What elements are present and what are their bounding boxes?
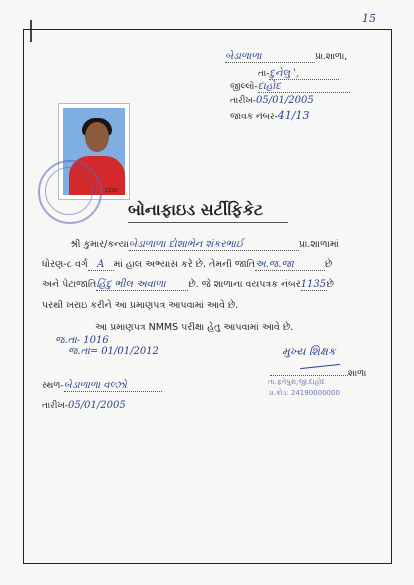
- place-value: બેડાળાળા વલ્ઝો: [64, 380, 162, 392]
- caste-value: અ.જ.જા: [255, 259, 325, 271]
- line2-prefix: ધોરણ-૮ વર્ગ: [42, 259, 88, 270]
- register-value: 1135: [300, 279, 327, 290]
- header-date-label: તારીખ-: [230, 96, 257, 106]
- note-reg-line: જ.તા- 1016: [55, 335, 109, 346]
- photo-tag: 1230: [105, 188, 118, 194]
- title-underline: [128, 222, 288, 223]
- line1-suffix: પ્રા.શાળામાં: [298, 239, 339, 250]
- header-date-value: 05/01/2005: [256, 95, 314, 106]
- line3-prefix: અને પેટાજાતિ: [42, 279, 97, 290]
- taluka-value: દુનેલુ ',: [269, 68, 339, 80]
- header-outward: [230, 109, 309, 122]
- student-name: બેડાળાળા દોશાભેન શંકરભાઈ: [129, 239, 299, 251]
- class-value: A: [88, 259, 114, 271]
- note-birth-line: જ.તા= 01/01/2012: [68, 346, 159, 357]
- header-school-suffix: પ્રા.શાળા,: [315, 52, 348, 62]
- page-number: 15: [362, 12, 376, 25]
- district-label: જીલ્લો-: [230, 82, 258, 92]
- line3-mid: છે. જે શાળાના વયપત્રક નંબર: [188, 279, 301, 290]
- signature-school-suffix: શાળા: [348, 369, 367, 379]
- line1-prefix: શ્રી કુમાર/કન્યા: [70, 239, 129, 250]
- line3-suffix: છે: [326, 279, 334, 290]
- header-taluka: [258, 68, 339, 80]
- footer-place: [42, 380, 162, 392]
- headmaster-signature: મુખ્ય શિક્ષક: [282, 345, 336, 358]
- district-value: દાહોદ: [258, 81, 350, 93]
- place-label: સ્થળ-: [42, 381, 64, 391]
- footer-date-value: 05/01/2005: [68, 400, 126, 411]
- body-line-1: [70, 239, 339, 251]
- signature-stamp-line-2: ડા.કોડ: 24190000000: [268, 389, 340, 397]
- outward-value: 41/13: [277, 109, 310, 122]
- outward-label: જાવક નંબર-: [230, 112, 278, 122]
- body-line-5: આ પ્રમાણપત્ર NMMS પરીક્ષા હેતુ આપવામાં આવે છે.: [95, 322, 294, 333]
- signature-stamp-line-1: તા.ફતેપુરા,જી.દાહોદ: [268, 378, 326, 386]
- body-line-2: [42, 259, 332, 271]
- subcaste-value: હિંદુ ભીલ અવાળા: [96, 279, 188, 291]
- header-school-line: [225, 51, 347, 63]
- body-line-3: [42, 279, 334, 291]
- line2-suffix: છે: [325, 259, 333, 270]
- header-school-name: બેડાળાળા: [225, 51, 315, 63]
- header-district: [230, 81, 350, 93]
- line2-mid: માં હાલ અભ્યાસ કરે છે. તેમની જાતિ: [113, 259, 256, 270]
- taluka-label: તા-: [258, 69, 270, 79]
- body-line-4: પરથી ખરાઇ કરીને આ પ્રમાણપત્ર આપવામાં આવે છે.: [42, 300, 239, 311]
- school-round-stamp-inner: [45, 167, 93, 215]
- footer-date-label: તારીખ-: [42, 401, 69, 411]
- footer-date: [42, 400, 126, 411]
- signature-school-blank: [270, 375, 348, 376]
- header-date: [230, 95, 314, 106]
- certificate-title: બોનાફાઇડ સર્ટીફિકેટ: [128, 200, 264, 219]
